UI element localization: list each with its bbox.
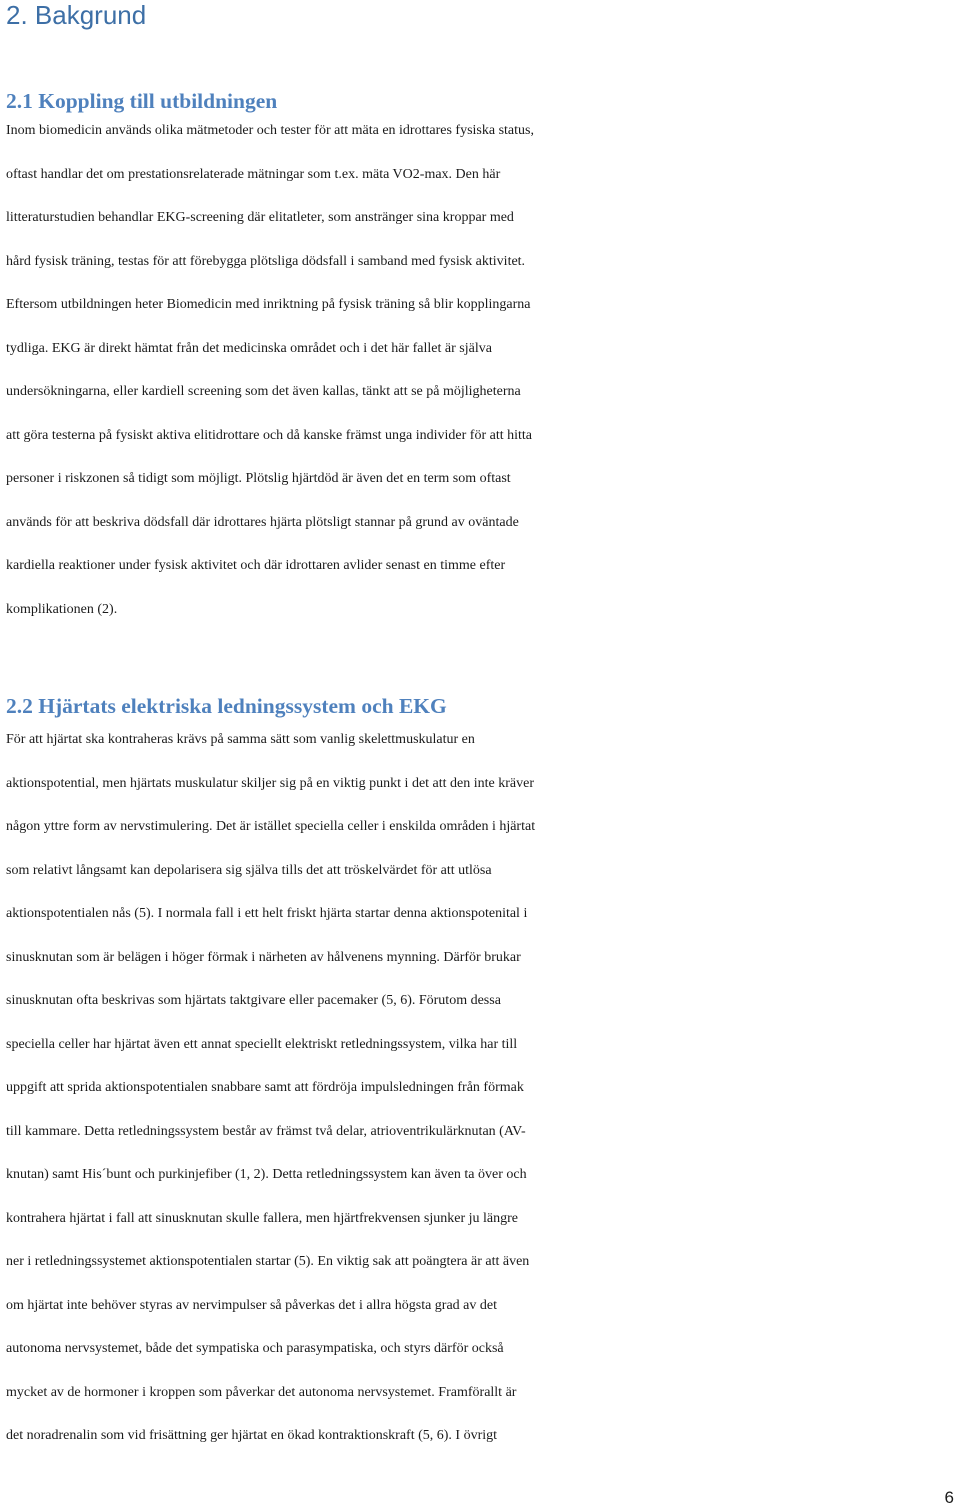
body-line: kardiella reaktioner under fysisk aktivitet och där idrottaren avlider senast en timme efter: [6, 558, 506, 573]
body-line: personer i riskzonen så tidigt som möjligt. Plötslig hjärtdöd är även det en term som oftast: [6, 471, 511, 486]
body-line: [6, 162, 960, 206]
body-line: aktionspotentialen nås (5). I normala fall i ett helt friskt hjärta startar denna aktionspotenital i: [6, 906, 528, 921]
body-line: sinusknutan som är belägen i höger förmak i närheten av hålvenens mynning. Därför brukar: [6, 949, 521, 965]
body-line: sinusknutan ofta beskrivas som hjärtats taktgivare eller pacemaker (5, 6). Förutom dessa: [6, 993, 501, 1008]
body-line: För att hjärtat ska kontraheras krävs på samma sätt som vanlig skelettmuskulatur en: [6, 732, 475, 747]
vo2-subscript: 2: [412, 166, 420, 182]
body-line: tydliga. EKG är direkt hämtat från det medicinska området och i det här fallet är själva: [6, 340, 492, 356]
body-line-text: oftast handlar det om prestationsrelaterade mätningar som t.ex. mäta VO: [6, 166, 413, 182]
body-line-text: -max. Den här: [419, 166, 501, 182]
page-number: 6: [944, 1488, 954, 1507]
body-line: Eftersom utbildningen heter Biomedicin med inriktning på fysisk träning så blir kopplingarna: [6, 297, 531, 312]
section-2-2-body: [6, 727, 960, 1467]
body-line: det noradrenalin som vid frisättning ger hjärtat en ökad kontraktionskraft (5, 6). I övrigt: [6, 1428, 498, 1443]
body-line: aktionspotential, men hjärtats muskulatur skiljer sig på en viktig punkt i det att den inte kräver: [6, 775, 534, 791]
body-line: autonoma nervsystemet, både det sympatiska och parasympatiska, och styrs därför också: [6, 1341, 504, 1356]
body-line: komplikationen (2).: [6, 601, 118, 617]
chapter-heading: 2. Bakgrund: [6, 0, 147, 30]
body-line: litteraturstudien behandlar EKG-screening där elitatleter, som anstränger sina kroppar med: [6, 210, 514, 225]
section-2-1-body: [6, 118, 960, 640]
body-line: undersökningarna, eller kardiell screening som det även kallas, tänkt att se på möjligheterna: [6, 384, 521, 399]
body-line: om hjärtat inte behöver styras av nervimpulser så påverkas det i allra högsta grad av det: [6, 1297, 497, 1313]
body-line: hård fysisk träning, testas för att förebygga plötsliga dödsfall i samband med fysisk aktivitet.: [6, 253, 526, 269]
body-line: mycket av de hormoner i kroppen som påverkar det autonoma nervsystemet. Framförallt är: [6, 1384, 517, 1400]
body-line: att göra testerna på fysiskt aktiva elitidrottare och då kanske främst unga individer för att hitta: [6, 427, 532, 443]
body-line: Inom biomedicin används olika mätmetoder och tester för att mäta en idrottares fysiska status,: [6, 123, 534, 138]
body-line: som relativt långsamt kan depolarisera sig själva tills det att tröskelvärdet för att utlösa: [6, 862, 492, 878]
body-line: ner i retledningssystemet aktionspotentialen startar (5). En viktig sak att poängtera är att även: [6, 1254, 530, 1269]
body-line: någon yttre form av nervstimulering. Det är istället speciella celler i enskilda områden i hjärtat: [6, 819, 536, 834]
body-line: knutan) samt His´bunt och purkinjefiber (1, 2). Detta retledningssystem kan även ta över och: [6, 1167, 527, 1182]
body-line: används för att beskriva dödsfall där idrottares hjärta plötsligt stannar på grund av oväntade: [6, 514, 519, 530]
body-line: kontrahera hjärtat i fall att sinusknutan skulle fallera, men hjärtfrekvensen sjunker ju längre: [6, 1210, 518, 1226]
section-heading-2-2: 2.2 Hjärtats elektriska ledningssystem och EKG: [6, 694, 447, 718]
section-heading-2-1: 2.1 Koppling till utbildningen: [6, 89, 278, 113]
body-line: till kammare. Detta retledningssystem består av främst två delar, atrioventrikulärknutan (AV-: [6, 1123, 526, 1139]
body-line: speciella celler har hjärtat även ett annat speciellt elektriskt retledningssystem, vilka har till: [6, 1036, 518, 1052]
body-line: uppgift att sprida aktionspotentialen snabbare samt att fördröja impulsledningen från förmak: [6, 1080, 524, 1095]
